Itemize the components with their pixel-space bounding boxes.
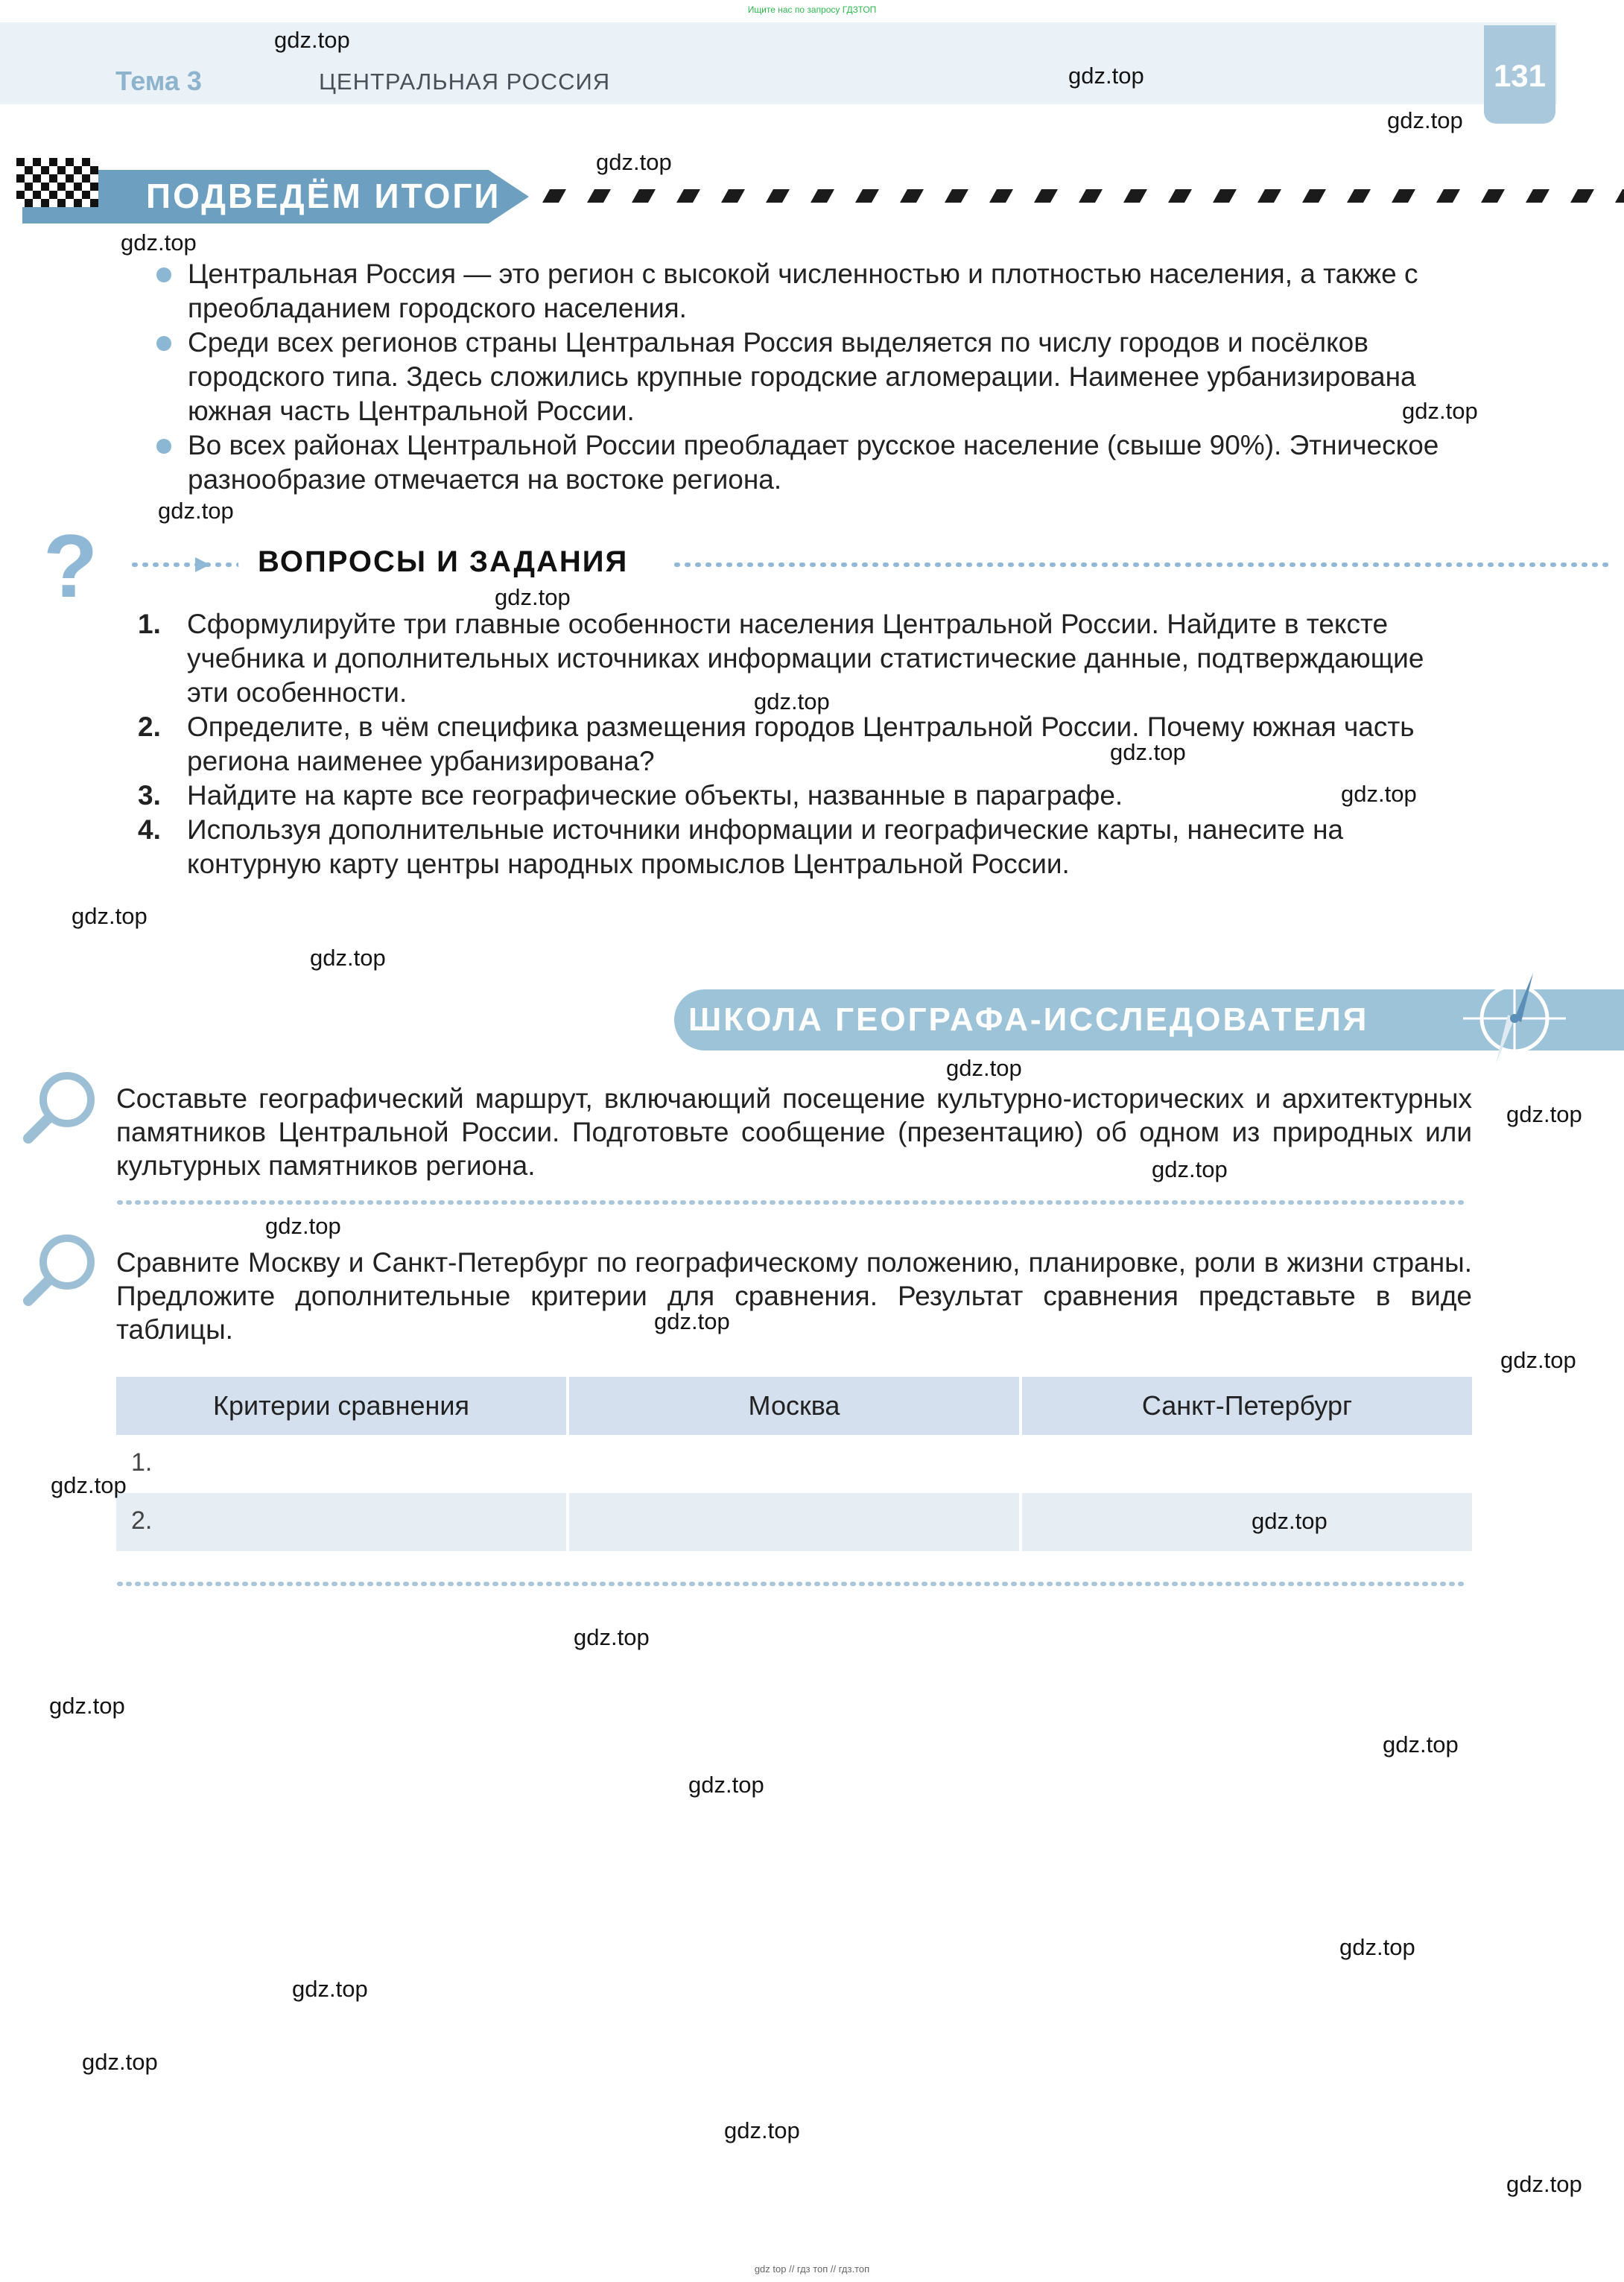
bullet-icon [156,439,171,454]
school-title: ШКОЛА ГЕОГРАФА-ИССЛЕДОВАТЕЛЯ [688,1001,1369,1038]
watermark: gdz.top [1506,2171,1582,2197]
watermark: gdz.top [574,1624,650,1650]
magnifier-icon [21,1067,103,1149]
watermark: gdz.top [292,1976,368,2002]
research-task-2: Сравните Москву и Санкт-Петербург по географическому положению, планировке, роли в жизни страны. Предложите дополнительные критерии для сравнения. Результат сравнения представьте в виде таблицы. [116,1247,1472,1345]
table-cell [569,1435,1022,1493]
table-cell [1022,1435,1472,1493]
watermark: gdz.top [82,2049,158,2075]
watermark: gdz.top [1152,1156,1228,1182]
watermark: gdz.top [310,945,386,971]
list-item [149,428,1471,497]
question-number: 2. [138,711,161,742]
dotted-separator [116,1581,1472,1587]
question-number: 3. [138,780,161,811]
table-cell [1022,1493,1472,1551]
summary-item-text: Центральная Россия — это регион с высокой численностью и плотностью населения, а также с преобладанием городского населения. [188,259,1418,323]
watermark: gdz.top [274,27,350,53]
question-number: 1. [138,609,161,639]
dotted-separator [116,1199,1472,1205]
bullet-icon [156,267,171,282]
list-item [138,779,1471,813]
watermark: gdz.top [1506,1101,1582,1127]
question-text: Найдите на карте все географические объекты, названные в параграфе. [187,780,1123,811]
table-header [116,1377,1472,1435]
watermark: gdz.top [51,1472,127,1498]
watermark: gdz.top [1068,63,1144,89]
chapter-title: ЦЕНТРАЛЬНАЯ РОССИЯ [319,69,611,95]
watermark: gdz.top [1339,1934,1415,1960]
table-header-cell: Санкт-Петербург [1141,1390,1353,1421]
watermark: gdz.top [158,498,234,524]
watermark: gdz.top [724,2117,800,2143]
question-number: 4. [138,814,161,845]
summary-item-text: Во всех районах Центральной России преобладает русское население (свыше 90%). Этническое разнообразие отмечается на востоке региона. [188,430,1439,495]
table-cell: 1. [116,1435,569,1493]
watermark: gdz.top [1110,739,1186,765]
watermark: gdz.top [49,1693,125,1719]
table-header-cell: Критерии сравнения [116,1377,569,1435]
watermark: gdz.top [1341,781,1417,807]
watermark: gdz.top [946,1055,1022,1081]
top-note: Ищите нас по запросу ГДЗТОП [747,4,877,15]
watermark: gdz.top [596,149,672,175]
research-task-1: Составьте географический маршрут, включающий посещение культурно-исторических и архитектурных памятников Центральной России. Подготовьте сообщение (презентацию) об одном из природных или культурных памятников региона. [116,1083,1472,1181]
summary-list [149,257,1471,497]
watermark: gdz.top [1500,1347,1576,1373]
table-header-cell: Москва [569,1377,1022,1435]
watermark: gdz.top [754,688,830,714]
watermark: gdz.top [495,584,571,610]
checkered-flag-icon [16,158,98,207]
watermark: gdz.top [1387,107,1463,133]
questions-list [138,607,1471,881]
watermark: gdz.top [688,1772,764,1798]
compass-icon [1459,963,1570,1074]
question-text: Определите, в чём специфика размещения городов Центральной России. Почему южная часть региона наименее урбанизирована? [187,711,1415,776]
questions-title: ВОПРОСЫ И ЗАДАНИЯ [258,545,629,578]
list-item [138,710,1471,779]
list-item [149,326,1471,428]
page-header-band [0,22,1557,104]
question-mark-icon: ? [43,516,98,616]
bottom-note: gdz top // гдз топ // гдз.топ [754,2263,870,2275]
page-number: 131 [1493,58,1547,93]
watermark: gdz.top [1252,1508,1328,1534]
bullet-icon [156,336,171,351]
topic-label: Тема 3 [115,66,202,96]
summary-title: ПОДВЕДЁМ ИТОГИ [146,177,501,215]
list-item [138,813,1471,881]
summary-item-text: Среди всех регионов страны Центральная Россия выделяется по числу городов и посёлков городского типа. Здесь сложились крупные городские агломерации. Наименее урбанизирована южная часть Центральной России. [188,327,1416,426]
watermark: gdz.top [265,1213,341,1239]
list-item [149,257,1471,326]
watermark: gdz.top [654,1308,730,1334]
table-row [116,1435,1472,1493]
watermark: gdz.top [72,903,148,929]
watermark: gdz.top [121,229,197,256]
watermark: gdz.top [1383,1731,1459,1758]
dash-decoration [536,186,1624,206]
magnifier-icon [21,1229,103,1311]
question-text: Сформулируйте три главные особенности населения Центральной России. Найдите в тексте учебника и дополнительных источниках информации статистические данные, подтверждающие эти особенности. [187,609,1424,708]
question-text: Используя дополнительные источники информации и географические карты, нанесите на контурную карту центры народных промыслов Центральной России. [187,814,1344,879]
table-cell [569,1493,1022,1551]
table-cell: 2. [116,1493,569,1551]
watermark: gdz.top [1402,398,1478,424]
